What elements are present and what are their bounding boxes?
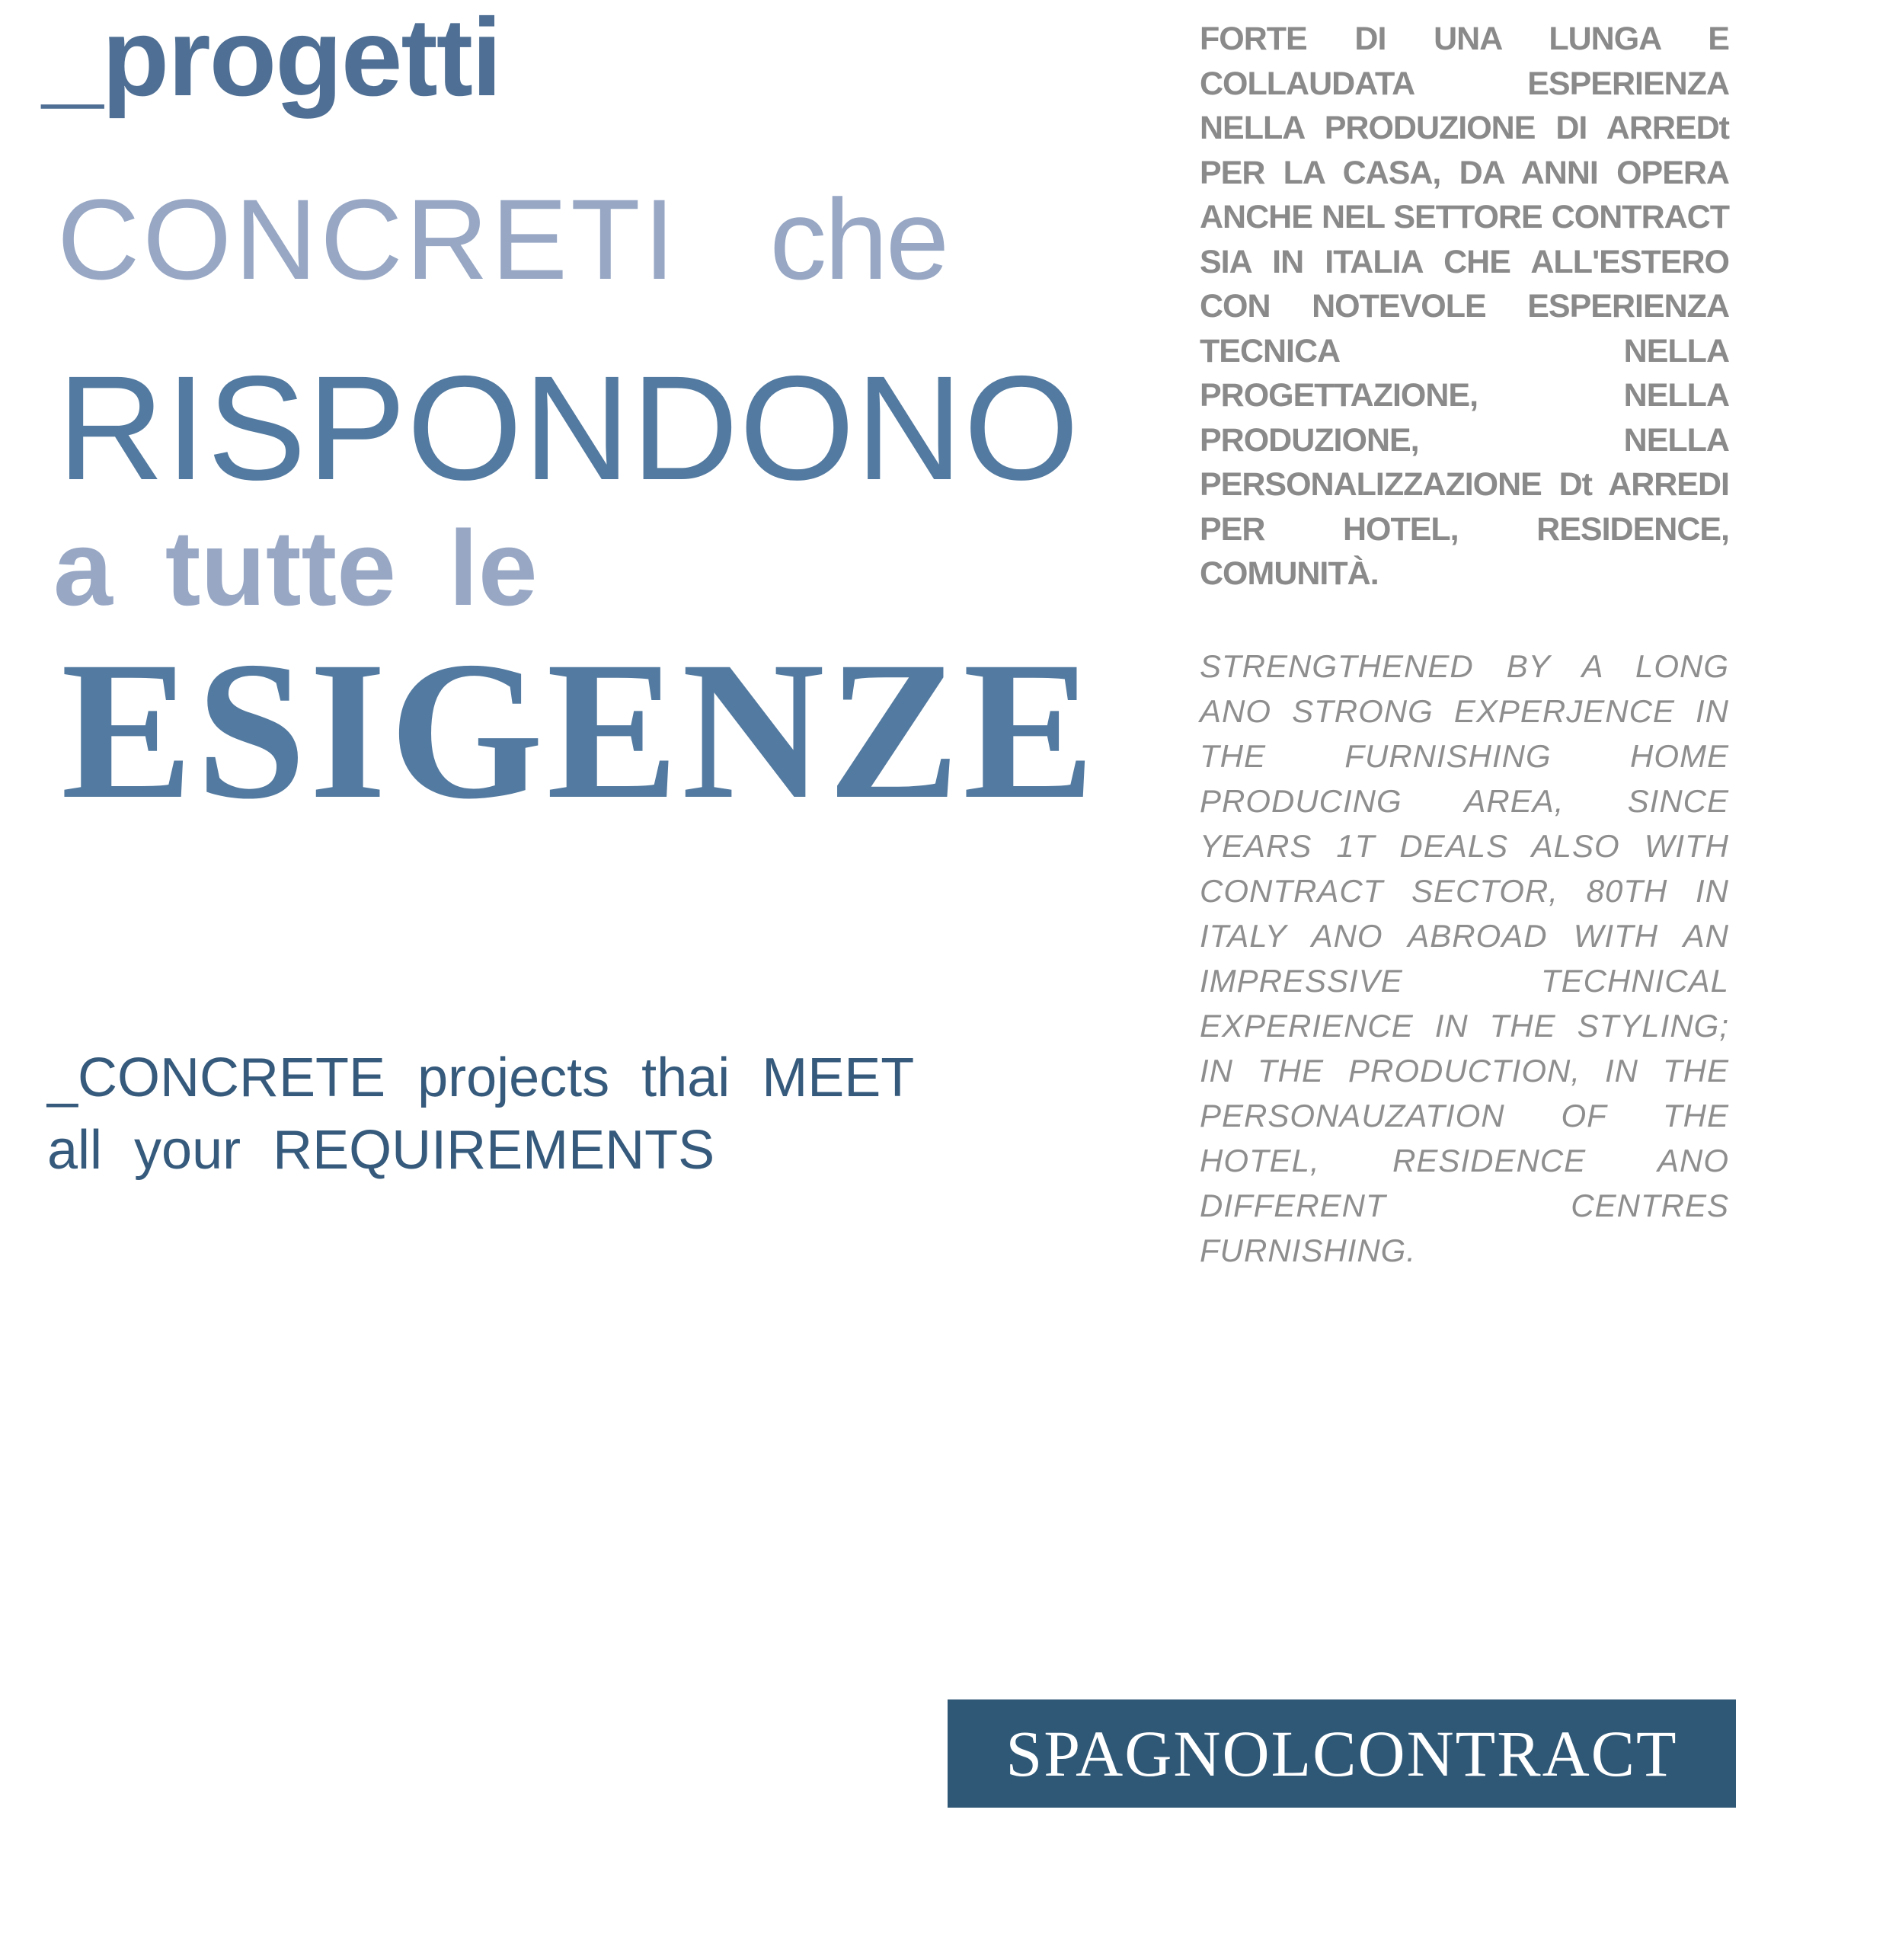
headline-a-tutte-le: a tutte le bbox=[53, 508, 538, 628]
brand-logo-text: SPAGNOLCONTRACT bbox=[1005, 1717, 1678, 1790]
headline-concreti: CONCRETI bbox=[57, 175, 679, 303]
english-tagline-line1: _CONCRETE projects thai MEET bbox=[47, 1047, 915, 1108]
english-tagline-line2: all your REQUIREMENTS bbox=[47, 1120, 715, 1181]
brand-logo bbox=[948, 1699, 1736, 1808]
headline-concreti-che bbox=[57, 174, 947, 305]
italian-description: FORTE DI UNA LUNGA E COLLAUDATA ESPERIENZA NELLA PRODUZIONE DI ARREDt PER LA CASA, DA ANNI OPERA ANCHE NEL SETTORE CONTRACT SIA IN ITALIA CHE ALL'ESTERO CON NOTEVOLE ESPERIENZA TECNICA NELLA PROGETTAZIONE, NELLA PRODUZIONE, NELLA PERSONALIZZAZIONE Dt ARREDI PER HOTEL, RESIDENCE, COMUNITÀ. bbox=[1200, 21, 1729, 592]
english-tagline bbox=[47, 1042, 992, 1187]
english-description: STRENGTHENED BY A LONG ANO STRONG EXPERJENCE IN THE FURNISHING HOME PRODUCING AREA, SINCE YEARS 1T DEALS ALSO WITH CONTRACT SECTOR, 80TH IN ITALY ANO ABROAD WITH AN IMPRESSIVE TECHNICAL EXPERIENCE IN THE STYLING; IN THE PRODUCTION, IN THE PERSONAUZATION OF THE HOTEL, RESIDENCE ANO DIFFERENT CENTRES FURNISHING. bbox=[1200, 648, 1729, 1268]
headline-che: che bbox=[769, 175, 948, 303]
headline-progetti: _progetti bbox=[42, 0, 501, 119]
headline-esigenze: ESIGENZE bbox=[61, 621, 1098, 840]
headline-rispondono: RISPONDONO bbox=[57, 345, 1080, 511]
